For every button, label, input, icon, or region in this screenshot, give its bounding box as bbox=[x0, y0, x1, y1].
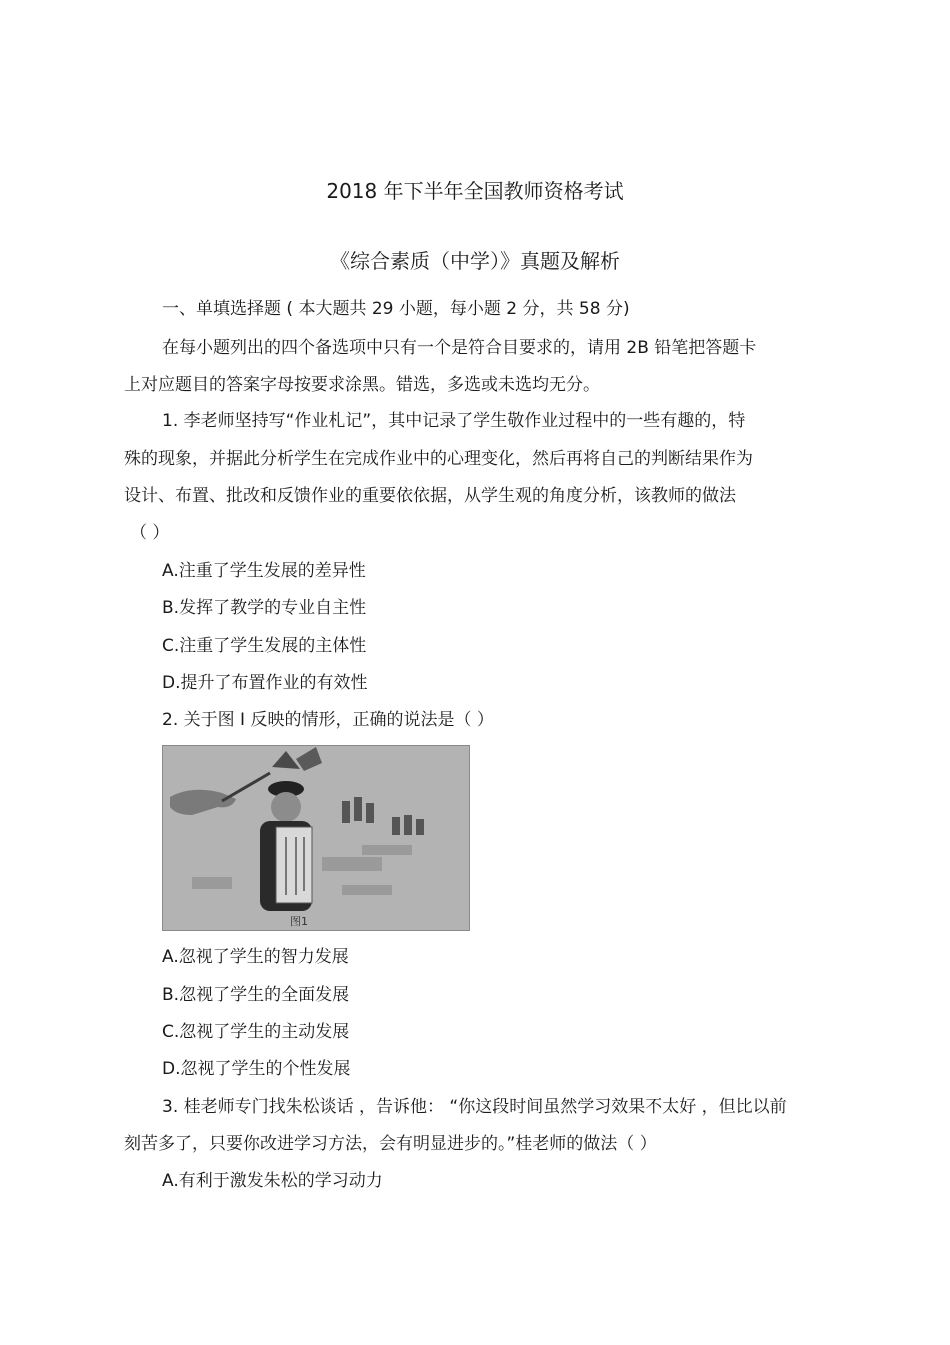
q1-stem-line-1: 1. 李老师坚持写“作业札记”，其中记录了学生敬作业过程中的一些有趣的，特 bbox=[162, 411, 746, 431]
q1-stem-line-4: （ ） bbox=[130, 523, 170, 543]
figure-caption: 图1 bbox=[290, 915, 308, 928]
instruction-line-2: 上对应题目的答案字母按要求涂黑。错选，多选或未选均无分。 bbox=[124, 375, 600, 395]
q1-option-c: C.注重了学生发展的主体性 bbox=[162, 636, 367, 656]
q2-stem: 2. 关于图 I 反映的情形，正确的说法是（ ） bbox=[162, 710, 494, 730]
q2-option-c: C.忽视了学生的主动发展 bbox=[162, 1022, 350, 1042]
q1-option-b: B.发挥了教学的专业自主性 bbox=[162, 598, 367, 618]
q3-option-a: A.有利于激发朱松的学习动力 bbox=[162, 1171, 383, 1191]
section-heading: 一、单填选择题 ( 本大题共 29 小题，每小题 2 分，共 58 分) bbox=[162, 299, 630, 319]
instruction-line-1: 在每小题列出的四个备选项中只有一个是符合目要求的，请用 2B 铅笔把答题卡 bbox=[162, 338, 757, 358]
q2-option-a: A.忽视了学生的智力发展 bbox=[162, 947, 349, 967]
q1-option-d: D.提升了布置作业的有效性 bbox=[162, 673, 368, 693]
q3-stem-line-1: 3. 桂老师专门找朱松谈话 ，告诉他： “你这段时间虽然学习效果不太好 ，但比以前 bbox=[162, 1097, 787, 1117]
q2-option-d: D.忽视了学生的个性发展 bbox=[162, 1059, 351, 1079]
document-title: 2018 年下半年全国教师资格考试 bbox=[326, 179, 624, 203]
q2-option-b: B.忽视了学生的全面发展 bbox=[162, 985, 350, 1005]
q1-option-a: A.注重了学生发展的差异性 bbox=[162, 561, 366, 581]
q1-stem-line-3: 设计、布置、批改和反馈作业的重要依依据，从学生观的角度分析，该教师的做法 bbox=[124, 486, 736, 506]
cartoon-figure-image bbox=[162, 745, 470, 931]
q3-stem-line-2: 刻苦多了，只要你改进学习方法，会有明显进步的。”桂老师的做法（ ） bbox=[124, 1134, 657, 1154]
q1-stem-line-2: 殊的现象，并据此分析学生在完成作业中的心理变化，然后再将自己的判断结果作为 bbox=[124, 449, 753, 469]
document-subtitle: 《综合素质（中学）》真题及解析 bbox=[330, 249, 620, 273]
